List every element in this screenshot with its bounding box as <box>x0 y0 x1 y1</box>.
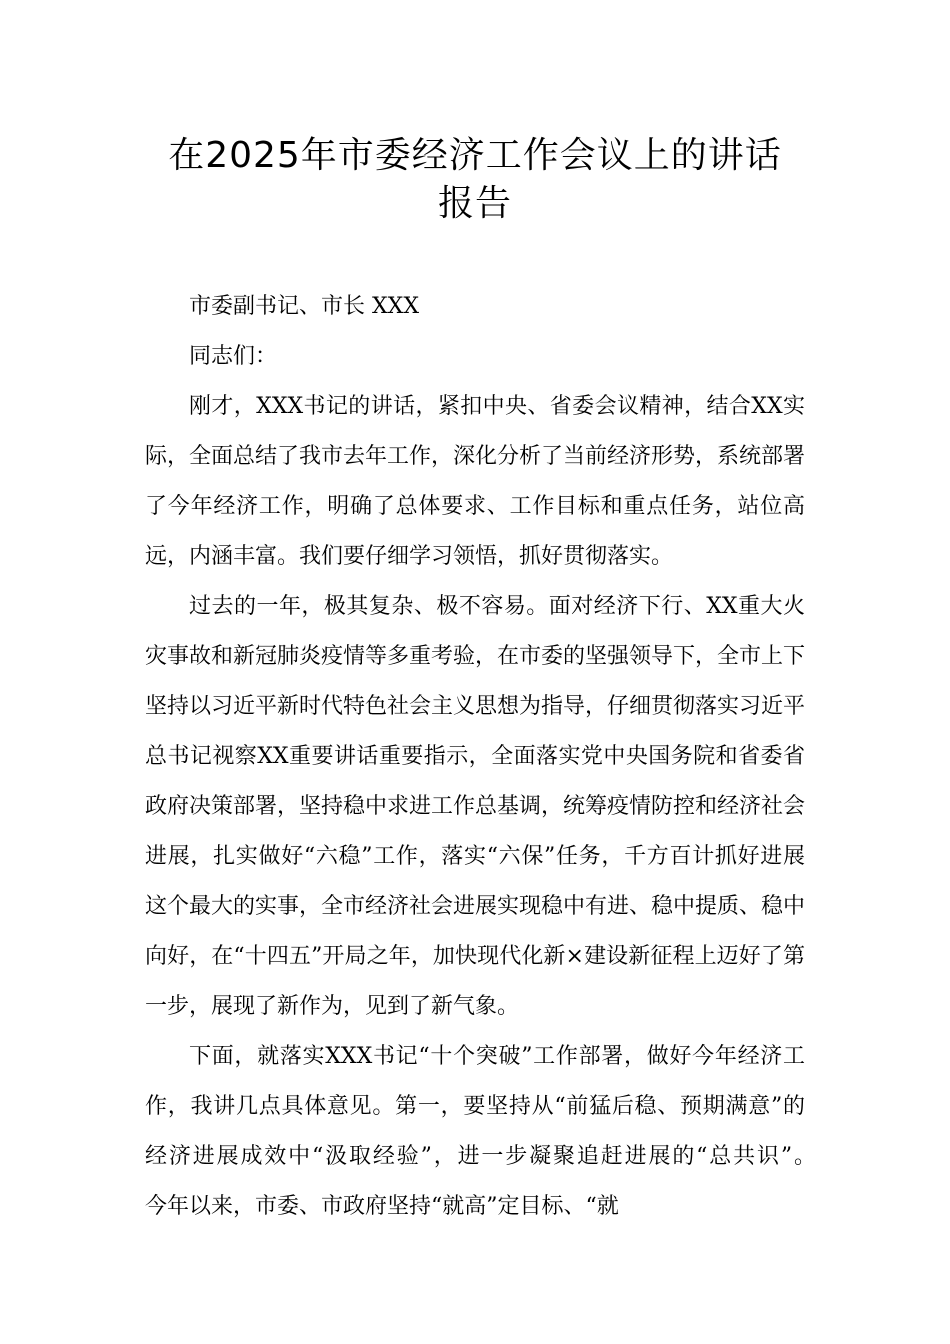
document-body <box>145 282 850 1232</box>
speaker-line: 市委副书记、市长 XXX <box>189 294 419 319</box>
paragraph-1: 刚才，XXX书记的讲话，紧扣中央、省委会议精神，结合XX实际，全面总结了我市去年工作，深化分析了当前经济形势，系统部署了今年经济工作，明确了总体要求、工作目标和重点任务，站位高远，内涵丰富。我们要仔细学习领悟，抓好贯彻落实。 <box>145 394 806 569</box>
title-line-1: 在2025年市委经济工作会议上的讲话 <box>168 135 782 176</box>
paragraph-3: 下面，就落实XXX书记“十个突破”工作部署，做好今年经济工作，我讲几点具体意见。第一，要坚持从“前猛后稳、预期满意”的经济进展成效中“汲取经验”，进一步凝聚追赶进展的“总共识”。 今年以来，市委、市政府坚持“就高”定目标、“就 <box>145 1044 850 1219</box>
title-line-2: 报告 <box>437 183 512 224</box>
document-title <box>145 132 805 228</box>
paragraph-2: 过去的一年，极其复杂、极不容易。面对经济下行、XX重大火灾事故和新冠肺炎疫情等多重考验，在市委的坚强领导下，全市上下坚持以习近平新时代特色社会主义思想为指导，仔细贯彻落实习近平总书记视察XX重要讲话重要指示，全面落实党中央国务院和省委省政府决策部署，坚持稳中求进工作总基调，统筹疫情防控和经济社会进展，扎实做好“六稳”工作，落实“六保”任务，千方百计抓好进展这个最大的实事，全市经济社会进展实现稳中有进、稳中提质、稳中向好，在“十四五”开局之年，加快现代化新×建设新征程上迈好了第一步，展现了新作为，见到了新气象。 <box>145 594 806 1019</box>
salutation: 同志们： <box>189 344 278 369</box>
